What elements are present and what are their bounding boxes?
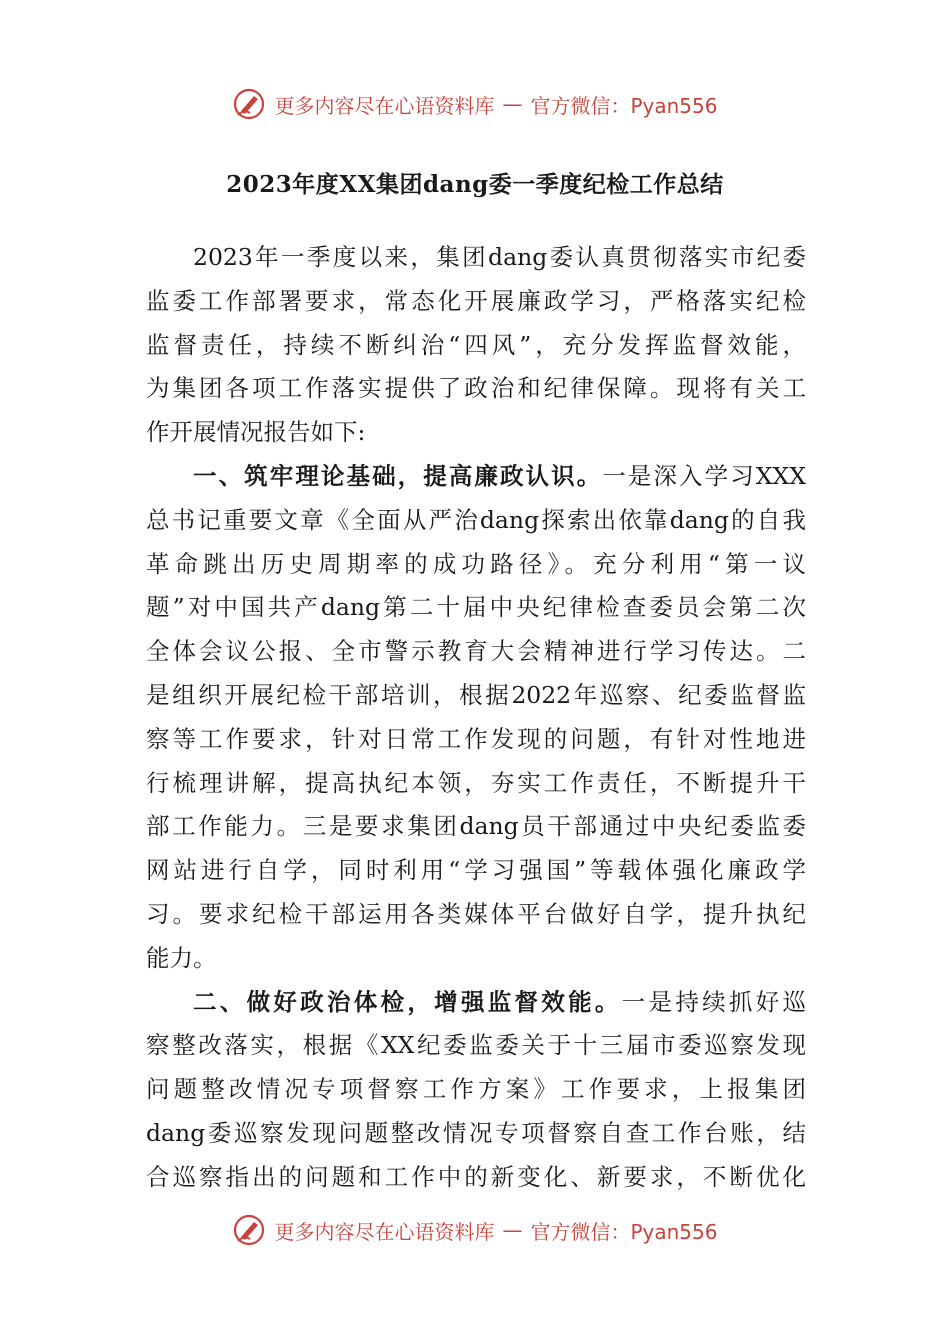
section-2-heading: 二、做好政治体检，增强监督效能。 [193,987,622,1016]
watermark-suffix: 官方微信：Pyan556 [530,1219,718,1244]
intro-line: 2023年一季度以来，集团dang委认真贯彻落实市纪委 [193,243,806,271]
section-1-line: 是组织开展纪检干部培训，根据2022年巡察、纪委监督监 [146,680,806,709]
intro-paragraph [146,236,806,455]
section-1 [146,455,806,981]
section-1-line: 察等工作要求，针对日常工作发现的问题，有针对性地进 [146,724,806,753]
watermark-footer [0,1210,950,1250]
section-2-line: dang委巡察发现问题整改情况专项督察自查工作台账，结 [146,1118,806,1147]
section-2 [146,981,806,1200]
section-2-first-line [146,981,806,1025]
intro-line: 作开展情况报告如下: [146,418,366,447]
watermark-separator: — [502,1218,523,1242]
section-1-line: 革命跳出历史周期率的成功路径》。充分利用“第一议 [146,549,806,578]
section-2-line: 问题整改情况专项督察工作方案》工作要求，上报集团 [146,1075,806,1104]
intro-line: 监委工作部署要求，常态化开展廉政学习，严格落实纪检 [146,286,806,315]
section-1-line: 全体会议公报、全市警示教育大会精神进行学习传达。二 [146,637,806,666]
section-1-line: 部工作能力。三是要求集团dang员干部通过中央纪委监委 [146,812,806,841]
section-1-heading: 一、筑牢理论基础，提高廉政认识。 [193,461,603,490]
watermark-text: 更多内容尽在心语资料库 [274,93,495,118]
section-2-first-line-rest: 一是持续抓好巡 [621,987,807,1016]
section-1-line: 总书记重要文章《全面从严治dang探索出依靠dang的自我 [146,505,806,534]
watermark-suffix: 官方微信：Pyan556 [530,93,718,118]
section-1-first-line [146,455,806,499]
section-1-line: 行梳理讲解，提高执纪本领，夯实工作责任，不断提升干 [146,768,806,797]
section-2-line: 察整改落实，根据《XX纪委监委关于十三届市委巡察发现 [146,1031,806,1060]
section-1-line: 能力。 [146,943,217,972]
watermark-separator: — [502,92,523,116]
section-1-line: 题”对中国共产dang第二十届中央纪律检查委员会第二次 [146,593,806,622]
pen-writing-logo-icon [232,1213,266,1247]
document-title: 2023年度XX集团dang委一季度纪检工作总结 [226,171,724,198]
section-1-line: 习。要求纪检干部运用各类媒体平台做好自学，提升执纪 [146,899,806,928]
section-2-line: 合巡察指出的问题和工作中的新变化、新要求，不断优化 [146,1162,806,1191]
watermark-text: 更多内容尽在心语资料库 [274,1219,495,1244]
section-1-line: 网站进行自学，同时利用“学习强国”等载体强化廉政学 [146,856,806,885]
intro-line: 监督责任，持续不断纠治“四风”，充分发挥监督效能， [146,330,806,359]
document-body [146,236,806,1200]
section-1-first-line-rest: 一是深入学习XXX [602,461,806,490]
intro-line: 为集团各项工作落实提供了政治和纪律保障。现将有关工 [146,374,806,403]
pen-writing-logo-icon [232,87,266,121]
watermark-header [0,84,950,124]
